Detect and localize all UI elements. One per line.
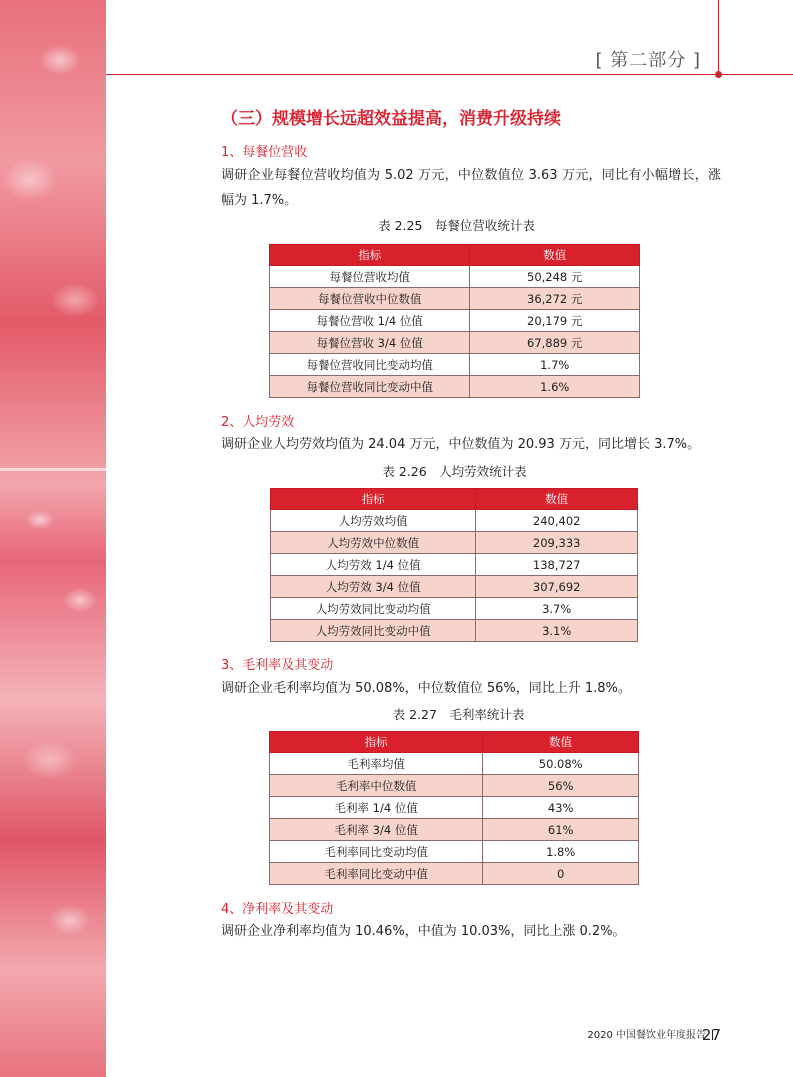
part-label: [ 第二部分 ] bbox=[595, 50, 701, 71]
cell: 人均劳效中位数值 bbox=[271, 532, 476, 554]
cell: 人均劳效同比变动中值 bbox=[271, 620, 476, 642]
cell: 人均劳效 1/4 位值 bbox=[271, 554, 476, 576]
table-row bbox=[270, 797, 639, 819]
table-row bbox=[270, 376, 640, 398]
cell: 毛利率 3/4 位值 bbox=[270, 819, 483, 841]
header-cell: 指标 bbox=[270, 245, 470, 266]
table-row bbox=[270, 354, 640, 376]
cell: 毛利率 1/4 位值 bbox=[270, 797, 483, 819]
header-dot bbox=[715, 71, 722, 78]
cell: 毛利率均值 bbox=[270, 753, 483, 775]
cell: 1.7% bbox=[470, 354, 640, 376]
subheading-labor-efficiency: 2、人均劳效 bbox=[221, 415, 295, 430]
table-row bbox=[270, 310, 640, 332]
table-row bbox=[270, 753, 639, 775]
header-rule bbox=[106, 74, 793, 75]
paragraph-gross-margin: 调研企业毛利率均值为 50.08%，中位数值位 56%，同比上升 1.8%。 bbox=[221, 681, 631, 696]
table-revenue-per-seat bbox=[269, 244, 640, 398]
cell: 50.08% bbox=[483, 753, 639, 775]
table-row bbox=[271, 554, 638, 576]
table-header-row bbox=[270, 245, 640, 266]
cell: 每餐位营收 3/4 位值 bbox=[270, 332, 470, 354]
cell: 36,272 元 bbox=[470, 288, 640, 310]
cell: 人均劳效 3/4 位值 bbox=[271, 576, 476, 598]
cell: 毛利率中位数值 bbox=[270, 775, 483, 797]
paragraph-revenue-per-seat: 调研企业每餐位营收均值为 5.02 万元，中位数值位 3.63 万元，同比有小幅增长，涨幅为 1.7%。 bbox=[221, 168, 721, 208]
cell: 240,402 bbox=[476, 510, 638, 532]
cell: 每餐位营收 1/4 位值 bbox=[270, 310, 470, 332]
table-labor-efficiency bbox=[270, 488, 638, 642]
cell: 20,179 元 bbox=[470, 310, 640, 332]
cell: 209,333 bbox=[476, 532, 638, 554]
section-title: （三）规模增长远超效益提高，消费升级持续 bbox=[221, 109, 561, 129]
header-cell: 数值 bbox=[470, 245, 640, 266]
cell: 67,889 元 bbox=[470, 332, 640, 354]
cell: 0 bbox=[483, 863, 639, 885]
cell: 43% bbox=[483, 797, 639, 819]
cell: 50,248 元 bbox=[470, 266, 640, 288]
cell: 每餐位营收均值 bbox=[270, 266, 470, 288]
paragraph-labor-efficiency: 调研企业人均劳效均值为 24.04 万元，中位数值为 20.93 万元，同比增长 3.7%。 bbox=[221, 437, 701, 452]
cell: 毛利率同比变动中值 bbox=[270, 863, 483, 885]
paragraph-net-margin: 调研企业净利率均值为 10.46%，中值为 10.03%，同比上涨 0.2%。 bbox=[221, 924, 626, 939]
cell: 61% bbox=[483, 819, 639, 841]
cell: 138,727 bbox=[476, 554, 638, 576]
header-cell: 数值 bbox=[483, 732, 639, 753]
cell: 56% bbox=[483, 775, 639, 797]
table-row bbox=[270, 863, 639, 885]
header-cell: 指标 bbox=[270, 732, 483, 753]
table-caption-2-26: 表 2.26 人均劳效统计表 bbox=[382, 464, 527, 479]
footer-report-title bbox=[587, 1026, 713, 1041]
cell: 人均劳效均值 bbox=[271, 510, 476, 532]
header-cell: 指标 bbox=[271, 489, 476, 510]
table-caption-2-25: 表 2.25 每餐位营收统计表 bbox=[378, 218, 535, 233]
table-row bbox=[270, 288, 640, 310]
decorative-side-photo bbox=[0, 0, 106, 1077]
cell: 每餐位营收同比变动中值 bbox=[270, 376, 470, 398]
table-row bbox=[270, 266, 640, 288]
table-gross-margin bbox=[269, 731, 639, 885]
footer-report-text: 2020 中国餐饮业年度报告 bbox=[587, 1030, 706, 1041]
subheading-gross-margin: 3、毛利率及其变动 bbox=[221, 658, 334, 673]
table-caption-2-27: 表 2.27 毛利率统计表 bbox=[392, 707, 525, 722]
table-row bbox=[270, 332, 640, 354]
table-row bbox=[270, 775, 639, 797]
table-header-row bbox=[271, 489, 638, 510]
cell: 3.1% bbox=[476, 620, 638, 642]
cell: 每餐位营收同比变动均值 bbox=[270, 354, 470, 376]
cell: 1.8% bbox=[483, 841, 639, 863]
table-row bbox=[271, 532, 638, 554]
table-row bbox=[271, 598, 638, 620]
table-row bbox=[270, 819, 639, 841]
table-row bbox=[271, 620, 638, 642]
subheading-net-margin: 4、净利率及其变动 bbox=[221, 902, 334, 917]
table-row bbox=[271, 510, 638, 532]
cell: 毛利率同比变动均值 bbox=[270, 841, 483, 863]
cell: 每餐位营收中位数值 bbox=[270, 288, 470, 310]
table-row bbox=[271, 576, 638, 598]
cell: 307,692 bbox=[476, 576, 638, 598]
header-vertical-rule bbox=[718, 0, 719, 74]
subheading-revenue-per-seat: 1、每餐位营收 bbox=[221, 145, 308, 160]
header-cell: 数值 bbox=[476, 489, 638, 510]
cell: 1.6% bbox=[470, 376, 640, 398]
table-row bbox=[270, 841, 639, 863]
table-header-row bbox=[270, 732, 639, 753]
cell: 人均劳效同比变动均值 bbox=[271, 598, 476, 620]
cell: 3.7% bbox=[476, 598, 638, 620]
page-number: 27 bbox=[701, 1026, 721, 1044]
